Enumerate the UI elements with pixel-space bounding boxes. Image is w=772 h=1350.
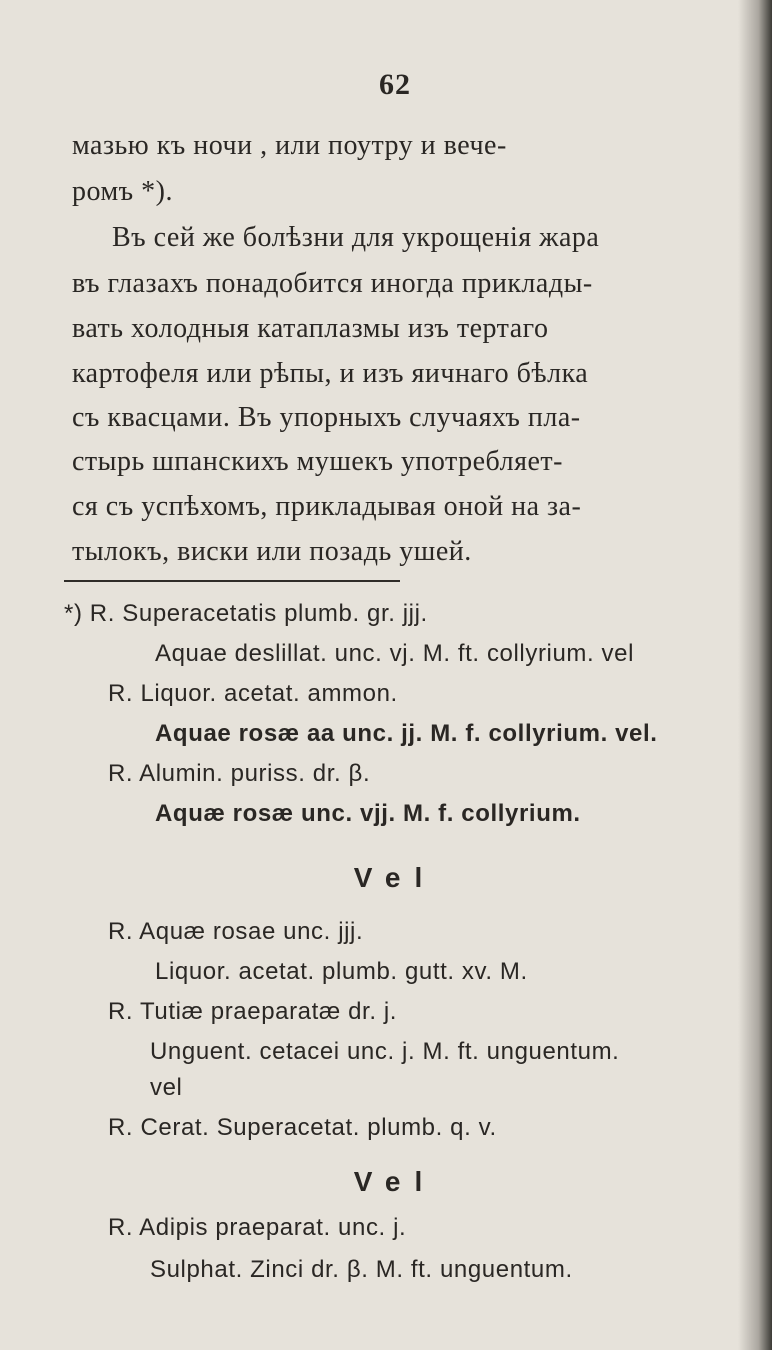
section-heading: Vel	[353, 1166, 437, 1197]
recipe-line: R. Aquæ rosae unc. jjj.	[108, 918, 364, 945]
section-heading: Vel	[353, 862, 437, 893]
text-line: картофеля или рѣпы, и изъ яичнаго бѣлка	[72, 358, 589, 389]
text-line: вать холодныя катаплазмы изъ тертаго	[72, 313, 549, 344]
text-line: ромъ *).	[72, 176, 173, 207]
footnote-line: R. Liquor. acetat. ammon.	[108, 680, 398, 707]
recipe-line: vel	[150, 1074, 183, 1101]
footnote-divider	[64, 580, 400, 582]
footnote-line: R. Alumin. puriss. dr. β.	[108, 760, 371, 787]
footnote-line: Aquæ rosæ unc. vjj. M. f. collyrium.	[155, 800, 581, 827]
footnote-line: *) R. Superacetatis plumb. gr. jjj.	[64, 600, 428, 627]
text-line: въ глазахъ понадобится иногда приклады-	[72, 268, 593, 299]
text-line: тылокъ, виски или позадь ушей.	[72, 536, 472, 567]
footnote-line: Aquae rosæ aa unc. jj. M. f. collyrium. vel.	[155, 720, 658, 747]
recipe-line: Sulphat. Zinci dr. β. M. ft. unguentum.	[150, 1256, 573, 1283]
text-line: мазью къ ночи , или поутру и вече-	[72, 130, 507, 161]
recipe-line: R. Adipis praeparat. unc. j.	[108, 1214, 407, 1241]
text-line: стырь шпанскихъ мушекъ употребляет-	[72, 446, 563, 477]
text-line: Въ сей же болѣзни для укрощенія жара	[112, 222, 600, 253]
recipe-line: Liquor. acetat. plumb. gutt. xv. M.	[155, 958, 528, 985]
text-line: съ квасцами. Въ упорныхъ случаяхъ пла-	[72, 402, 581, 433]
footnote-line: Aquae deslillat. unc. vj. M. ft. collyrium. vel	[155, 640, 635, 667]
recipe-line: R. Cerat. Superacetat. plumb. q. v.	[108, 1114, 497, 1141]
recipe-line: R. Tutiæ praeparatæ dr. j.	[108, 998, 398, 1025]
recipe-line: Unguent. cetacei unc. j. M. ft. unguentum.	[150, 1038, 620, 1065]
text-line: ся съ успѣхомъ, прикладывая оной на за-	[72, 491, 582, 522]
page-number: 62	[379, 68, 411, 101]
